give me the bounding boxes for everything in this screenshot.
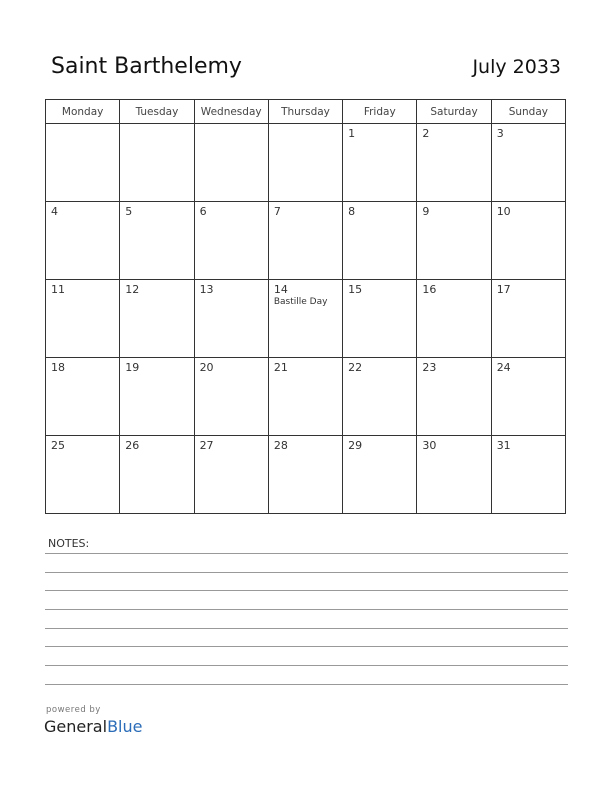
brand-general: General xyxy=(44,717,108,736)
day-cell xyxy=(417,280,491,358)
day-cell xyxy=(491,436,565,514)
day-cell xyxy=(194,436,268,514)
day-number: 8 xyxy=(348,205,356,218)
notes-label: NOTES: xyxy=(48,537,90,550)
day-cell xyxy=(46,280,120,358)
day-cell xyxy=(120,436,194,514)
day-cell xyxy=(194,358,268,436)
day-cell xyxy=(46,202,120,280)
day-cell xyxy=(417,202,491,280)
day-number: 31 xyxy=(496,439,511,452)
calendar-grid xyxy=(45,99,566,514)
day-cell xyxy=(194,124,268,202)
day-cell xyxy=(120,280,194,358)
weekday-header-row xyxy=(46,100,566,124)
weekday-header: Thursday xyxy=(268,100,342,124)
month-year: July 2033 xyxy=(472,56,561,78)
day-cell xyxy=(194,280,268,358)
weekday-header: Wednesday xyxy=(194,100,268,124)
weekday-header: Friday xyxy=(343,100,417,124)
day-cell xyxy=(120,202,194,280)
day-number xyxy=(195,124,268,127)
brand-blue: Blue xyxy=(107,717,143,736)
notes-line xyxy=(45,628,568,629)
week-row xyxy=(46,436,566,514)
day-cell xyxy=(268,202,342,280)
day-cell xyxy=(417,358,491,436)
day-cell xyxy=(120,124,194,202)
calendar-title: Saint Barthelemy xyxy=(51,54,242,79)
notes-line xyxy=(45,665,568,666)
day-number: 24 xyxy=(496,361,511,374)
day-cell xyxy=(417,436,491,514)
week-row xyxy=(46,358,566,436)
notes-line xyxy=(45,684,568,685)
notes-line xyxy=(45,572,568,573)
day-number: 19 xyxy=(125,361,140,374)
day-number: 25 xyxy=(51,439,65,452)
day-number: 18 xyxy=(51,361,65,374)
day-number xyxy=(269,124,342,127)
day-cell xyxy=(343,280,417,358)
week-row xyxy=(46,202,566,280)
day-cell xyxy=(120,358,194,436)
day-number: 5 xyxy=(125,205,133,218)
day-number: 23 xyxy=(422,361,437,374)
generalblue-logo xyxy=(44,717,142,736)
day-number: 3 xyxy=(496,127,504,140)
notes-line xyxy=(45,553,568,554)
weekday-header: Monday xyxy=(46,100,120,124)
week-row xyxy=(46,280,566,358)
day-number: 22 xyxy=(348,361,363,374)
weekday-header: Sunday xyxy=(491,100,565,124)
day-number: 17 xyxy=(496,283,511,296)
day-number: 4 xyxy=(51,205,58,218)
day-number: 28 xyxy=(273,439,288,452)
notes-line xyxy=(45,609,568,610)
notes-line xyxy=(45,646,568,647)
day-number: 27 xyxy=(199,439,214,452)
day-number: 26 xyxy=(125,439,140,452)
day-cell xyxy=(343,358,417,436)
day-number: 11 xyxy=(51,283,65,296)
day-number: 6 xyxy=(199,205,207,218)
day-cell xyxy=(491,124,565,202)
day-number: 30 xyxy=(422,439,437,452)
day-number: 29 xyxy=(348,439,363,452)
day-number: 1 xyxy=(348,127,356,140)
day-cell xyxy=(268,280,342,358)
day-cell xyxy=(46,436,120,514)
day-number: 15 xyxy=(348,283,363,296)
day-number: 21 xyxy=(273,361,288,374)
day-cell xyxy=(343,124,417,202)
day-cell xyxy=(417,124,491,202)
day-cell xyxy=(46,124,120,202)
day-number: 7 xyxy=(273,205,281,218)
day-cell xyxy=(491,280,565,358)
day-cell xyxy=(268,436,342,514)
powered-by-text: powered by xyxy=(46,705,101,715)
day-cell xyxy=(194,202,268,280)
day-cell xyxy=(343,436,417,514)
day-number: 20 xyxy=(199,361,214,374)
day-cell xyxy=(268,358,342,436)
day-number: 10 xyxy=(496,205,511,218)
day-cell xyxy=(268,124,342,202)
day-number: 9 xyxy=(422,205,430,218)
weekday-header: Saturday xyxy=(417,100,491,124)
day-number: 16 xyxy=(422,283,437,296)
notes-line xyxy=(45,590,568,591)
day-cell xyxy=(343,202,417,280)
day-cell xyxy=(46,358,120,436)
day-number: 12 xyxy=(125,283,140,296)
day-number xyxy=(46,124,119,127)
day-cell xyxy=(491,358,565,436)
day-number: 14 xyxy=(273,283,288,296)
weekday-header: Tuesday xyxy=(120,100,194,124)
week-row xyxy=(46,124,566,202)
day-number: 13 xyxy=(199,283,214,296)
day-cell xyxy=(491,202,565,280)
holiday-label: Bastille Day xyxy=(273,297,328,307)
day-number xyxy=(120,124,193,127)
day-number: 2 xyxy=(422,127,430,140)
